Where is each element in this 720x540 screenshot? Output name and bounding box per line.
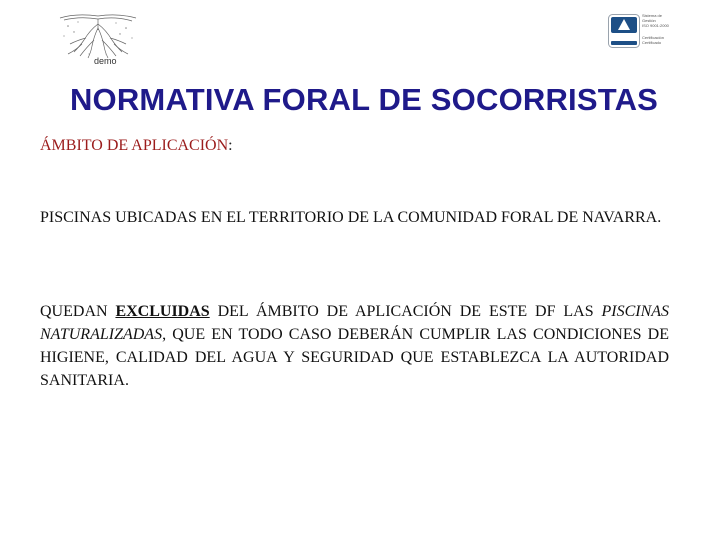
exclusion-paragraph bbox=[40, 300, 669, 392]
cert-text-3: ISO 9001:2000 bbox=[642, 23, 669, 28]
logo-caption: demo bbox=[94, 56, 117, 66]
organization-logo bbox=[56, 10, 140, 70]
cert-text-2: Gestión bbox=[642, 18, 656, 23]
section-heading bbox=[40, 137, 233, 155]
naturalized-pools-emphasis: PISCINAS NATURALIZADAS bbox=[40, 303, 670, 343]
scope-paragraph: PISCINAS UBICADAS EN EL TERRITORIO DE LA COMUNIDAD FORAL DE NAVARRA. bbox=[40, 209, 662, 226]
tree-roots-logo-icon bbox=[56, 10, 140, 60]
cert-text-5: Certificación bbox=[642, 35, 665, 40]
excluded-emphasis: EXCLUIDAS bbox=[115, 303, 210, 320]
certification-badge bbox=[608, 14, 672, 48]
section-heading-colon: : bbox=[228, 137, 233, 154]
exclusion-text-end: , QUE EN TODO CASO DEBERÁN CUMPLIR LAS CONDICIONES DE HIGIENE, CALIDAD DEL AGUA Y SEGURIDAD QUE ESTABLEZCA LA AUTORIDAD SANITARIA. bbox=[40, 326, 669, 389]
exclusion-text-start: QUEDAN bbox=[40, 303, 116, 320]
exclusion-text-middle: DEL ÁMBITO DE APLICACIÓN DE ESTE DF LAS bbox=[209, 303, 602, 320]
page-title: NORMATIVA FORAL DE SOCORRISTAS bbox=[69, 82, 659, 117]
tuv-certification-icon bbox=[608, 14, 640, 48]
section-heading-text: ÁMBITO DE APLICACIÓN bbox=[40, 137, 229, 154]
cert-text-1: Sistema de bbox=[642, 13, 663, 18]
cert-text-6: Certificado bbox=[642, 40, 662, 45]
